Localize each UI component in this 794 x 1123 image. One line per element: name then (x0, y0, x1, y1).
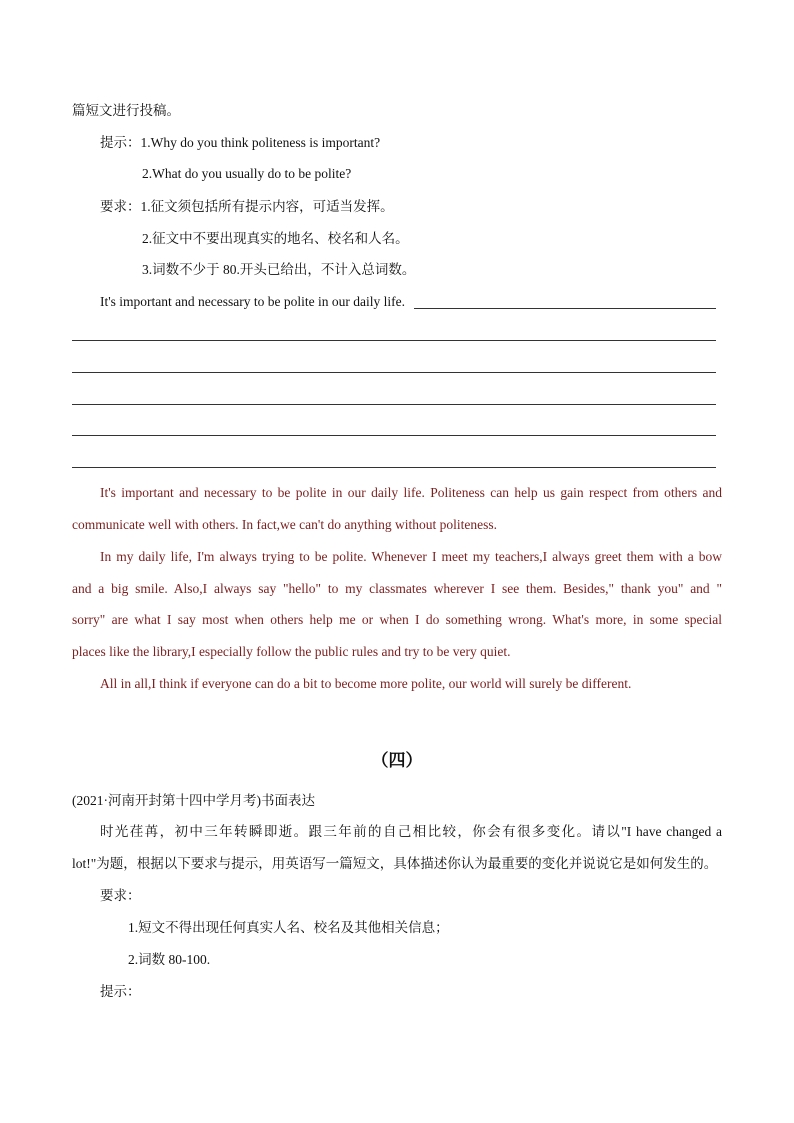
section-heading: （四） (371, 751, 423, 770)
section-source: (2021·河南开封第十四中学月考)书面表达 (72, 793, 315, 808)
intro-tail: 篇短文进行投稿。 (72, 103, 180, 118)
hint-2: 2.What do you usually do to be polite? (142, 166, 352, 181)
requirement-1: 要求：1.征文须包括所有提示内容，可适当发挥。 (100, 199, 394, 214)
answer-p2-line1: In my daily life, I'm always trying to be polite. Whenever I meet my teachers,I always greet them with a bow (100, 549, 722, 564)
prompt-line1: 时光荏苒，初中三年转瞬即逝。跟三年前的自己相比较，你会有很多变化。请以"I have changed a (100, 824, 722, 839)
writing-line (72, 435, 716, 436)
writing-line (72, 372, 716, 373)
requirement-2: 2.征文中不要出现真实的地名、校名和人名。 (142, 231, 409, 246)
essay-opening: It's important and necessary to be polite in our daily life. (100, 294, 405, 309)
writing-line (72, 404, 716, 405)
prompt-line2: lot!"为题，根据以下要求与提示，用英语写一篇短文，具体描述你认为最重要的变化并说说它是如何发生的。 (72, 856, 718, 871)
answer-p2-line4: places like the library,I especially follow the public rules and try to be very quiet. (72, 644, 511, 659)
answer-p1-line2: communicate well with others. In fact,we can't do anything without politeness. (72, 517, 497, 532)
section-hint-label: 提示： (100, 984, 141, 999)
section-requirements-label: 要求： (100, 888, 141, 903)
section-requirement-2: 2.词数 80-100. (128, 952, 211, 967)
writing-line (72, 340, 716, 341)
answer-p2-line2: and a big smile. Also,I always say "hello" to my classmates wherever I see them. Besides," thank you" and " (72, 581, 722, 596)
hint-1: 提示：1.Why do you think politeness is important? (100, 135, 381, 150)
writing-line (414, 308, 716, 309)
answer-p1-line1: It's important and necessary to be polite in our daily life. Politeness can help us gain respect from others and (100, 485, 722, 500)
requirement-3: 3.词数不少于 80.开头已给出，不计入总词数。 (142, 262, 416, 277)
writing-line (72, 467, 716, 468)
answer-p2-line3: sorry" are what I say most when others help me or when I do something wrong. What's more, in some special (72, 612, 722, 627)
section-requirement-1: 1.短文不得出现任何真实人名、校名及其他相关信息； (128, 920, 449, 935)
answer-p3: All in all,I think if everyone can do a bit to become more polite, our world will surely be different. (100, 676, 632, 691)
